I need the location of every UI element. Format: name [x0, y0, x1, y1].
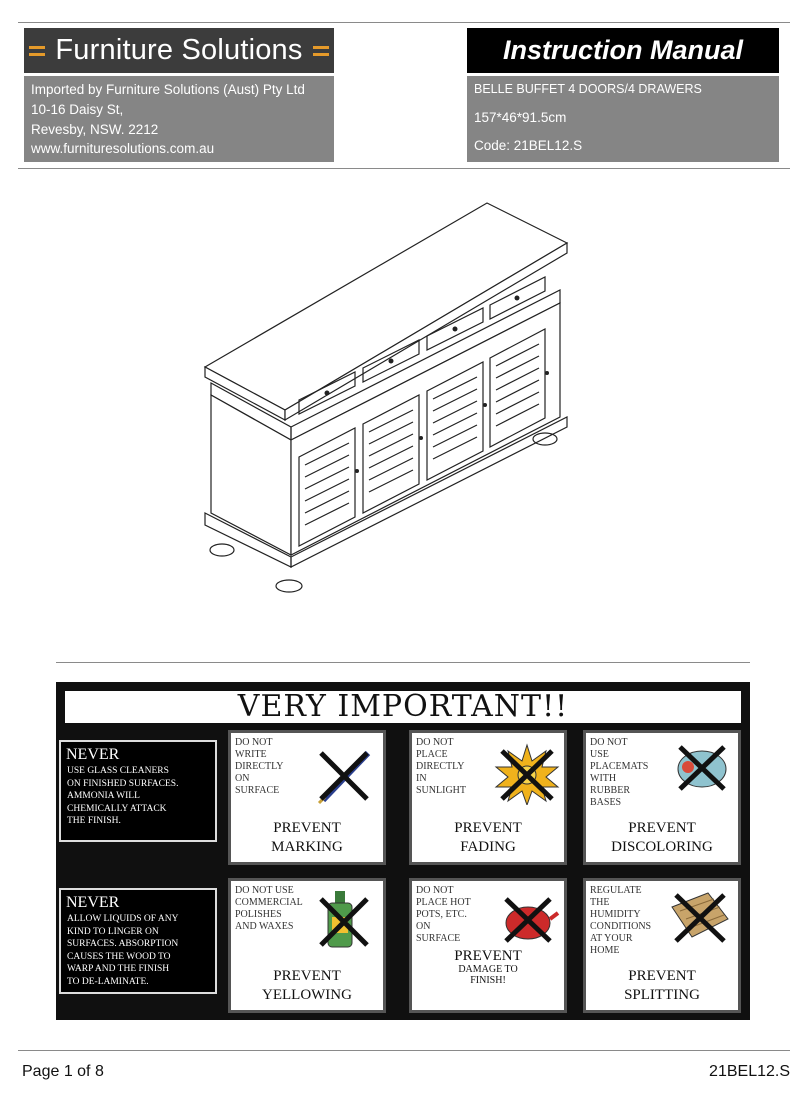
- never-heading: NEVER: [66, 894, 120, 911]
- logo-text: Furniture Solutions: [55, 34, 303, 66]
- brand-logo: [24, 28, 334, 73]
- never-text: USE GLASS CLEANERS ON FINISHED SURFACES. AMMONIA WILL CHEMICALLY ATTACK THE FINISH.: [67, 766, 179, 826]
- card-caption: DO NOT USE PLACEMATS WITH RUBBER BASES: [590, 737, 649, 808]
- placemat-icon: [672, 741, 732, 793]
- warning-panel: [56, 682, 750, 1020]
- card-caption: DO NOT WRITE DIRECTLY ON SURFACE: [235, 737, 284, 796]
- card-caption: REGULATE THE HUMIDITY CONDITIONS AT YOUR HOME: [590, 885, 652, 956]
- manual-title: Instruction Manual: [467, 28, 779, 73]
- card-subtitle: DAMAGE TO FINISH!: [458, 964, 518, 986]
- care-card-marking: [228, 730, 386, 865]
- page-number: Page 1 of 8: [22, 1063, 104, 1080]
- warning-banner: VERY IMPORTANT!!: [65, 691, 741, 723]
- care-card-damage: [409, 878, 567, 1013]
- product-code: Code: 21BEL12.S: [474, 138, 583, 153]
- logo-left-bars: [29, 46, 45, 49]
- buffet-drawing: [195, 195, 580, 600]
- card-title: PREVENT FADING: [454, 820, 522, 855]
- product-info: [467, 76, 779, 162]
- never-text: ALLOW LIQUIDS OF ANY KIND TO LINGER ON SURFACES. ABSORPTION CAUSES THE WOOD TO WARP AND THE FINISH TO DE-LAMINATE.: [67, 914, 179, 987]
- card-title-text: PREVENT: [454, 948, 522, 964]
- footer-code: 21BEL12.S: [709, 1063, 790, 1080]
- section-rule: [56, 662, 750, 663]
- card-caption: DO NOT PLACE DIRECTLY IN SUNLIGHT: [416, 737, 466, 796]
- care-card-splitting: [583, 878, 741, 1013]
- card-title: PREVENT MARKING: [271, 820, 343, 855]
- card-caption: DO NOT PLACE HOT POTS, ETC. ON SURFACE: [416, 885, 471, 944]
- importer-line: Imported by Furniture Solutions (Aust) Pty Ltd: [31, 82, 305, 97]
- never-notice-2: [59, 888, 217, 994]
- sun-icon: [494, 743, 560, 805]
- card-title: PREVENT SPLITTING: [624, 968, 700, 1003]
- card-title: PREVENT YELLOWING: [262, 968, 352, 1003]
- wood-icon: [668, 889, 732, 945]
- never-heading: NEVER: [66, 746, 120, 763]
- card-caption: DO NOT USE COMMERCIAL POLISHES AND WAXES: [235, 885, 303, 932]
- card-title: [412, 932, 564, 1002]
- importer-info: [24, 76, 334, 162]
- care-card-fading: [409, 730, 567, 865]
- card-title: PREVENT DISCOLORING: [611, 820, 713, 855]
- bottle-icon: [315, 889, 373, 951]
- care-card-yellowing: [228, 878, 386, 1013]
- product-name: BELLE BUFFET 4 DOORS/4 DRAWERS: [474, 82, 702, 96]
- header-rule: [18, 168, 790, 169]
- pen-icon: [313, 745, 375, 807]
- footer-rule: [18, 1050, 790, 1051]
- top-rule: [18, 22, 790, 23]
- logo-right-bars: [313, 46, 329, 49]
- product-dimensions: 157*46*91.5cm: [474, 110, 567, 125]
- never-notice-1: [59, 740, 217, 842]
- importer-line: 10-16 Daisy St,: [31, 102, 124, 117]
- importer-line: www.furnituresolutions.com.au: [31, 141, 215, 156]
- importer-line: Revesby, NSW. 2212: [31, 122, 159, 137]
- care-card-discoloring: [583, 730, 741, 865]
